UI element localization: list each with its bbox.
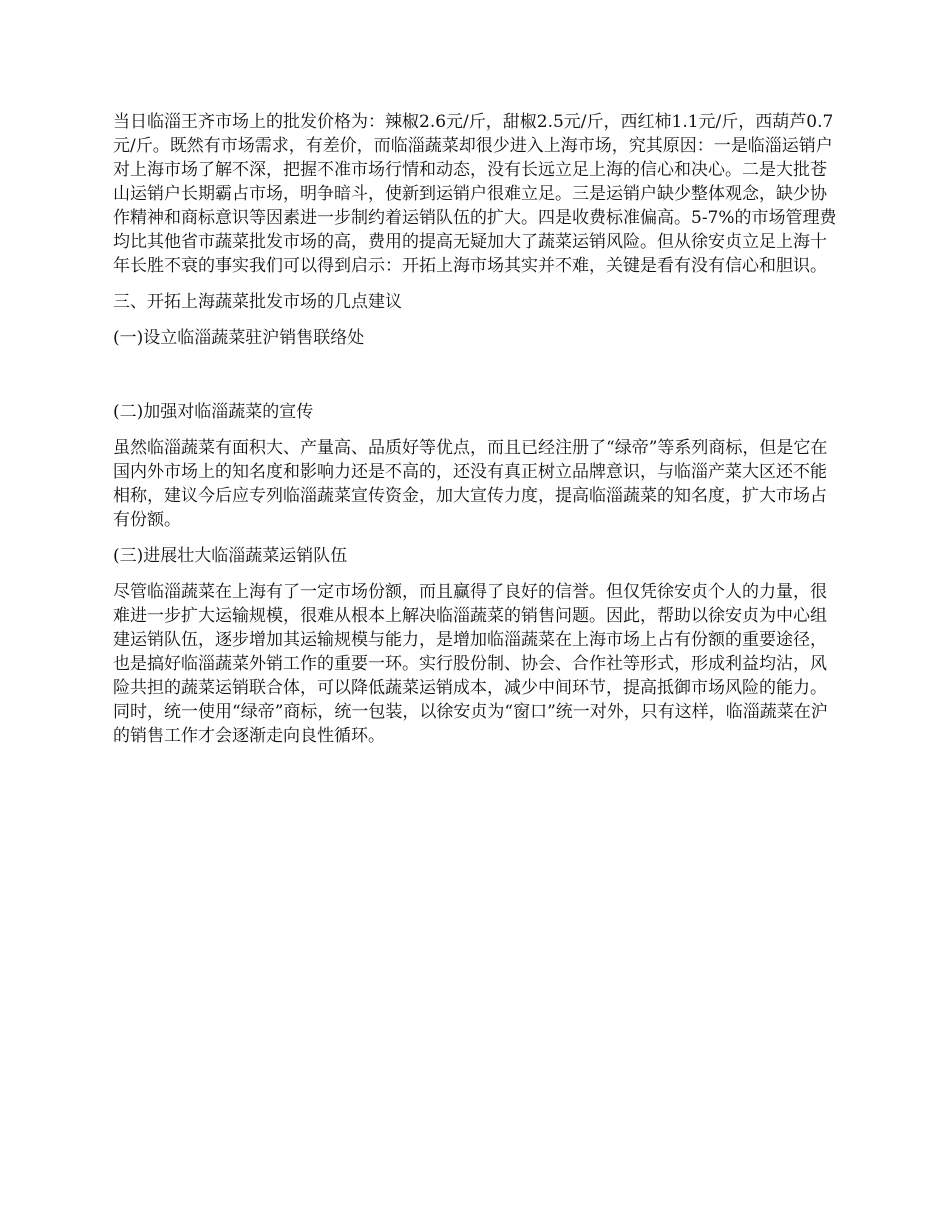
subheading-sales-team: (三)进展壮大临淄蔬菜运销队伍 <box>113 546 348 566</box>
paragraph-promotion: 虽然临淄蔬菜有面积大、产量高、品质好等优点，而且已经注册了“绿帝”等系列商标，但是它在国内外市场上的知名度和影响力还是不高的，还没有真正树立品牌意识，与临淄产菜大区还不能相称，建议今后应专列临淄蔬菜宣传资金，加大宣传力度，提高临淄蔬菜的知名度，扩大市场占有份额。 <box>113 438 828 530</box>
paragraph-sales-team: 尽管临淄蔬菜在上海有了一定市场份额，而且赢得了良好的信誉。但仅凭徐安贞个人的力量，很难进一步扩大运输规模，很难从根本上解决临淄蔬菜的销售问题。因此，帮助以徐安贞为中心组建运销队伍，逐步增加其运输规模与能力，是增加临淄蔬菜在上海市场上占有份额的重要途径，也是搞好临淄蔬菜外销工作的重要一环。实行股份制、协会、合作社等形式，形成利益均沾，风险共担的蔬菜运销联合体，可以降低蔬菜运销成本，减少中间环节，提高抵御市场风险的能力。同时，统一使用“绿帝”商标，统一包装，以徐安贞为“窗口”统一对外，只有这样，临淄蔬菜在沪的销售工作才会逐渐走向良性循环。 <box>113 582 828 746</box>
subheading-liaison-office: (一)设立临淄蔬菜驻沪销售联络处 <box>113 328 365 348</box>
section-heading-suggestions: 三、开拓上海蔬菜批发市场的几点建议 <box>113 292 402 312</box>
paragraph-price-analysis: 当日临淄王齐市场上的批发价格为：辣椒2.6元/斤，甜椒2.5元/斤，西红柿1.1元/斤，西葫芦0.7元/斤。既然有市场需求，有差价，而临淄蔬菜却很少进入上海市场，究其原因：一是临淄运销户对上海市场了解不深，把握不准市场行情和动态，没有长远立足上海的信心和决心。二是大批苍山运销户长期霸占市场，明争暗斗，使新到运销户很难立足。三是运销户缺少整体观念，缺少协作精神和商标意识等因素进一步制约着运销队伍的扩大。四是收费标准偏高。5-7%的市场管理费均比其他省市蔬菜批发市场的高，费用的提高无疑加大了蔬菜运销风险。但从徐安贞立足上海十年长胜不衰的事实我们可以得到启示：开拓上海市场其实并不难，关键是看有没有信心和胆识。 <box>113 112 837 276</box>
subheading-promotion: (二)加强对临淄蔬菜的宣传 <box>113 402 314 422</box>
document-page <box>113 110 843 748</box>
